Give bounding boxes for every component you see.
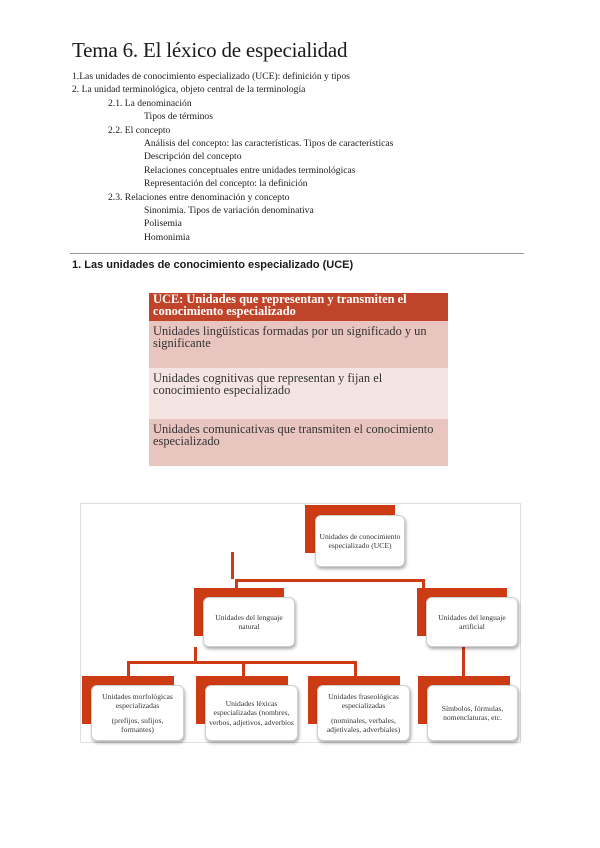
connector-line (462, 647, 465, 677)
connector-line (127, 661, 130, 677)
toc-item: 2. La unidad terminológica, objeto central de la terminología (72, 84, 306, 96)
uce-table-row: Unidades cognitivas que representan y fijan el conocimiento especializado (149, 368, 448, 419)
node-note: (prefijos, sufijos, formantes) (111, 715, 164, 734)
toc-item: 1.Las unidades de conocimiento especializado (UCE): definición y tipos (72, 71, 350, 82)
node-label: Símbolos, fórmulas, nomenclaturas, etc. (441, 703, 504, 722)
node-note: (nominales, verbales, adjetivales, adverbiales) (326, 715, 401, 734)
toc-item: Representación del concepto: la definición (144, 178, 308, 190)
section-heading: 1. Las unidades de conocimiento especializado (UCE) (72, 259, 354, 271)
node-uce (305, 505, 401, 553)
uce-table-header: UCE: Unidades que representan y transmiten el conocimiento especializado (149, 293, 448, 321)
node-morphological (82, 676, 174, 734)
node-phraseological (308, 676, 401, 734)
uce-table-row: Unidades lingüísticas formadas por un significado y un significante (149, 321, 448, 368)
node-artificial-language (417, 588, 507, 636)
toc-item: 2.2. El concepto (108, 124, 171, 136)
toc-item: Tipos de términos (144, 111, 213, 123)
toc-item: 2.1. La denominación (108, 97, 192, 109)
toc-item: Homonimia (144, 231, 190, 243)
node-lexical (196, 676, 294, 727)
node-label: Unidades léxicas especializadas (nombres, verbos, adjetivos, adverbios (209, 699, 294, 727)
horizontal-divider (70, 253, 524, 254)
toc-item: Sinonimia. Tipos de variación denominativa (144, 205, 314, 217)
uce-table-row: Unidades comunicativas que transmiten el conocimiento especializado (149, 419, 448, 466)
node-natural-language (194, 588, 284, 636)
connector-line (242, 661, 245, 677)
toc-item: Relaciones conceptuales entre unidades terminológicas (144, 164, 356, 176)
connector-line (354, 661, 357, 677)
node-label: Unidades de conocimiento especializado (UCE) (319, 531, 401, 550)
toc-item: 2.3. Relaciones entre denominación y concepto (108, 191, 290, 203)
toc-item: Análisis del concepto: las características. Tipos de características (144, 138, 394, 150)
table-of-contents (72, 70, 393, 244)
uce-hierarchy-diagram (80, 503, 521, 743)
node-label: Unidades del lenguaje natural (215, 612, 283, 631)
node-symbols (418, 676, 510, 724)
toc-item: Descripción del concepto (144, 151, 242, 163)
page-title: Tema 6. El léxico de especialidad (72, 38, 348, 62)
toc-item: Polisemia (144, 218, 182, 230)
connector-line (231, 552, 234, 579)
node-label: Unidades del lenguaje artificial (438, 612, 506, 631)
uce-table (149, 293, 448, 466)
node-label: Unidades morfológicas especializadas (102, 692, 173, 711)
connector-line (235, 579, 425, 582)
node-label: Unidades fraseológicas especializadas (328, 692, 399, 711)
